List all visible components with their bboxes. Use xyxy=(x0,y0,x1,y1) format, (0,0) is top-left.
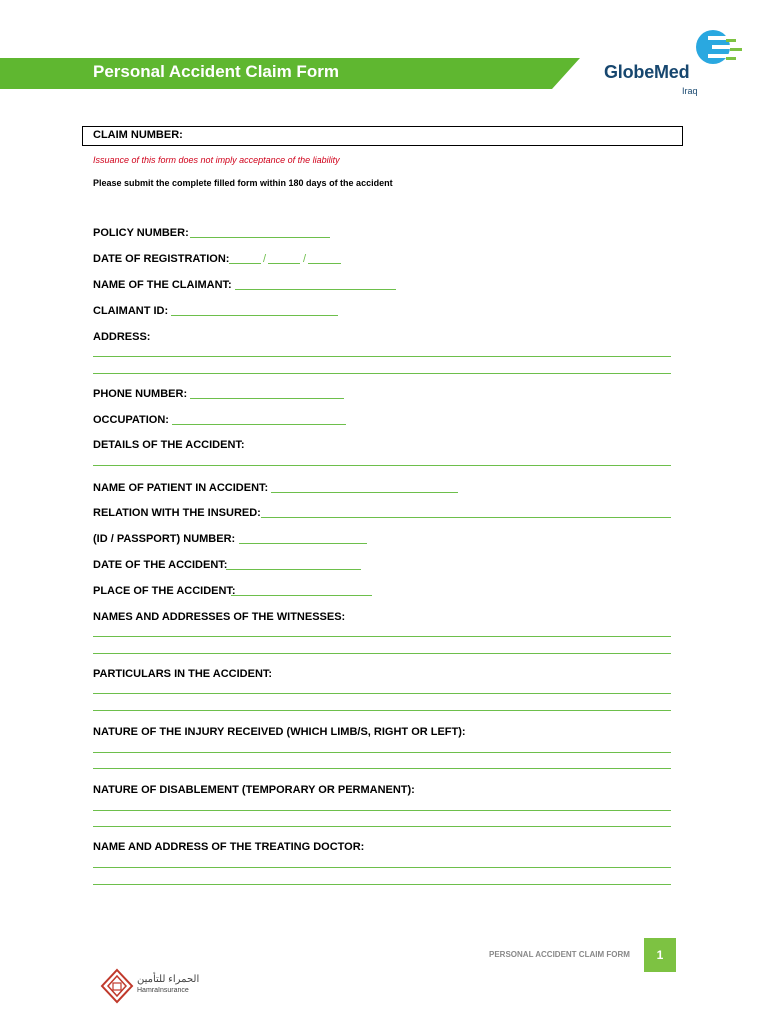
phone-number-input[interactable] xyxy=(190,398,344,399)
date-separator: / xyxy=(263,253,267,265)
phone-number-label: PHONE NUMBER: xyxy=(93,388,188,400)
accident-date-input[interactable] xyxy=(226,569,361,570)
brand-sub: Iraq xyxy=(682,86,698,96)
address-label: ADDRESS: xyxy=(93,331,151,343)
accident-details-line[interactable] xyxy=(93,465,671,466)
id-passport-label: (ID / PASSPORT) NUMBER: xyxy=(93,533,236,545)
injury-nature-label: NATURE OF THE INJURY RECEIVED (WHICH LIMB/S, RIGHT OR LEFT): xyxy=(93,726,466,738)
relation-label: RELATION WITH THE INSURED: xyxy=(93,507,261,519)
footer-form-name: PERSONAL ACCIDENT CLAIM FORM xyxy=(489,950,630,959)
doctor-line-1[interactable] xyxy=(93,867,671,868)
policy-number-label: POLICY NUMBER: xyxy=(93,227,189,239)
doctor-label: NAME AND ADDRESS OF THE TREATING DOCTOR: xyxy=(93,841,365,853)
particulars-line-2[interactable] xyxy=(93,710,671,711)
accident-place-label: PLACE OF THE ACCIDENT: xyxy=(93,585,236,597)
relation-input[interactable] xyxy=(261,517,671,518)
registration-year-input[interactable] xyxy=(308,263,341,264)
brand-name: GlobeMed xyxy=(604,62,690,82)
liability-disclaimer: Issuance of this form does not imply acceptance of the liability xyxy=(93,155,340,165)
disablement-line-1[interactable] xyxy=(93,810,671,811)
page-number: 1 xyxy=(644,938,676,972)
page-title: Personal Accident Claim Form xyxy=(93,62,339,81)
date-separator: / xyxy=(303,253,307,265)
hamra-logo-icon xyxy=(100,968,134,1004)
patient-name-input[interactable] xyxy=(271,492,458,493)
accident-date-label: DATE OF THE ACCIDENT: xyxy=(93,559,228,571)
header-banner xyxy=(0,58,580,89)
submission-instruction: Please submit the complete filled form within 180 days of the accident xyxy=(93,178,393,188)
disablement-line-2[interactable] xyxy=(93,826,671,827)
address-line-2[interactable] xyxy=(93,373,671,374)
date-registration-label: DATE OF REGISTRATION: xyxy=(93,253,230,265)
particulars-line-1[interactable] xyxy=(93,693,671,694)
policy-number-input[interactable] xyxy=(190,237,330,238)
claimant-name-input[interactable] xyxy=(235,289,396,290)
doctor-line-2[interactable] xyxy=(93,884,671,885)
id-passport-input[interactable] xyxy=(239,543,367,544)
particulars-label: PARTICULARS IN THE ACCIDENT: xyxy=(93,668,273,680)
witnesses-label: NAMES AND ADDRESSES OF THE WITNESSES: xyxy=(93,611,346,623)
claim-number-box[interactable] xyxy=(82,126,683,146)
patient-name-label: NAME OF PATIENT IN ACCIDENT: xyxy=(93,482,269,494)
claimant-id-input[interactable] xyxy=(171,315,338,316)
claimant-id-label: CLAIMANT ID: xyxy=(93,305,169,317)
injury-line-1[interactable] xyxy=(93,752,671,753)
witnesses-line-2[interactable] xyxy=(93,653,671,654)
witnesses-line-1[interactable] xyxy=(93,636,671,637)
claim-number-label: CLAIM NUMBER: xyxy=(93,129,183,141)
address-line-1[interactable] xyxy=(93,356,671,357)
partner-name: HamraInsurance xyxy=(137,987,189,994)
hamra-insurance-logo xyxy=(100,968,200,1004)
registration-month-input[interactable] xyxy=(268,263,300,264)
occupation-label: OCCUPATION: xyxy=(93,414,169,426)
globe-icon xyxy=(694,28,744,70)
occupation-input[interactable] xyxy=(172,424,346,425)
disablement-label: NATURE OF DISABLEMENT (TEMPORARY OR PERMANENT): xyxy=(93,784,415,796)
registration-day-input[interactable] xyxy=(229,263,261,264)
injury-line-2[interactable] xyxy=(93,768,671,769)
globemed-logo xyxy=(604,26,754,101)
accident-place-input[interactable] xyxy=(231,595,372,596)
claimant-name-label: NAME OF THE CLAIMANT: xyxy=(93,279,232,291)
partner-arabic-name: الحمراء للتأمين xyxy=(137,974,200,985)
accident-details-label: DETAILS OF THE ACCIDENT: xyxy=(93,439,245,451)
